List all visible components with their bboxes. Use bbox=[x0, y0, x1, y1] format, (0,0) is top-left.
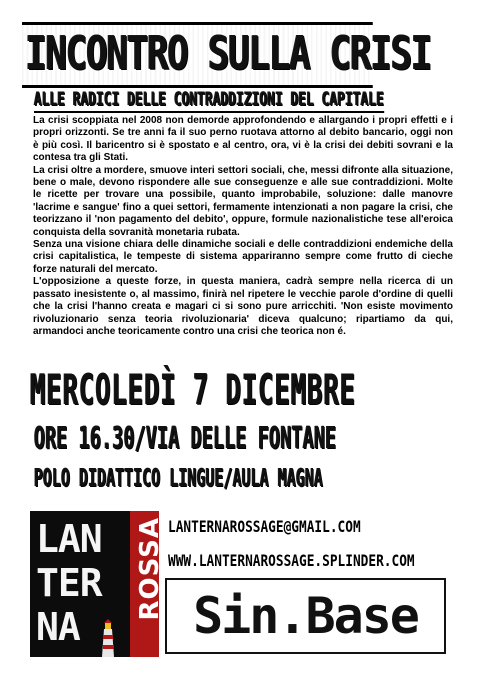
event-date: MERCOLEDÌ 7 DICEMBRE bbox=[30, 365, 356, 414]
logo-text-line: TER bbox=[36, 561, 102, 605]
contact-website-link[interactable]: WWW.LANTERNAROSSAGE.SPLINDER.COM bbox=[168, 551, 415, 570]
sinbase-logo-text: Sin.Base bbox=[193, 587, 418, 645]
paragraph: Senza una visione chiara delle dinamiche sociali e delle contraddizioni endemiche della crisi capitalistica, le tempeste di sistema appariranno sempre come frutto di cieche forze naturali del mercato. bbox=[33, 239, 453, 275]
logo-rossa-text: ROSSA bbox=[135, 517, 165, 621]
page-title: INCONTRO SULLA CRISI bbox=[22, 22, 373, 88]
sinbase-logo bbox=[165, 578, 446, 654]
paragraph: La crisi oltre a mordere, smuove interi settori sociali, che, messi difronte alla situazione, bene o male, devono rispondere alle sue conseguenze e alle sue contraddizioni. Molte le ricette per trovare una possibile, quanto improbabile, soluzione: dalle manovre 'lacrime e sangue' fino a quei settori, fermamente intenzionati a non pagare la crisi, che teorizzano il 'non pagamento del debito', oppure, formule nazionalistiche tese all'eroica conquista della sovranità monetaria rubata. bbox=[33, 164, 453, 238]
event-time-place: ORE 16.30/VIA DELLE FONTANE bbox=[34, 421, 337, 456]
page-subtitle: ALLE RADICI DELLE CONTRADDIZIONI DEL CAPITALE bbox=[34, 87, 384, 113]
paragraph: L'opposizione a queste forze, in questa maniera, cadrà sempre nella ricerca di un passato inesistente o, al massimo, finirà nel ripetere le vecchie parole d'ordine di quelli che la crisi l'hanno creata e magari ci si sono pure arricchiti. 'Non esiste movimento rivoluzionario senza teoria rivoluzionaria' diceva qualcuno; ripartiamo da qui, armandoci anche teoricamente contro una crisi che teorica non é. bbox=[33, 276, 453, 337]
contact-email-link[interactable]: LANTERNAROSSAGE@GMAIL.COM bbox=[168, 517, 361, 536]
lanterna-rossa-logo bbox=[30, 511, 165, 657]
logo-text-line: NA bbox=[36, 605, 80, 649]
logo-text-line: LAN bbox=[36, 517, 102, 561]
event-venue: POLO DIDATTICO LINGUE/AULA MAGNA bbox=[34, 463, 323, 492]
lighthouse-icon bbox=[96, 619, 120, 657]
article-body bbox=[33, 115, 453, 338]
paragraph: La crisi scoppiata nel 2008 non demorde approfondendo e allargando i propri effetti e i propri orizzonti. Se tre anni fa il suo perno ruotava attorno al debito bancario, oggi non è più così. Il baricentro si è spostato e al centro, ora, vi è la crisi dei debiti sovrani e la contesa tra gli Stati. bbox=[33, 115, 453, 164]
